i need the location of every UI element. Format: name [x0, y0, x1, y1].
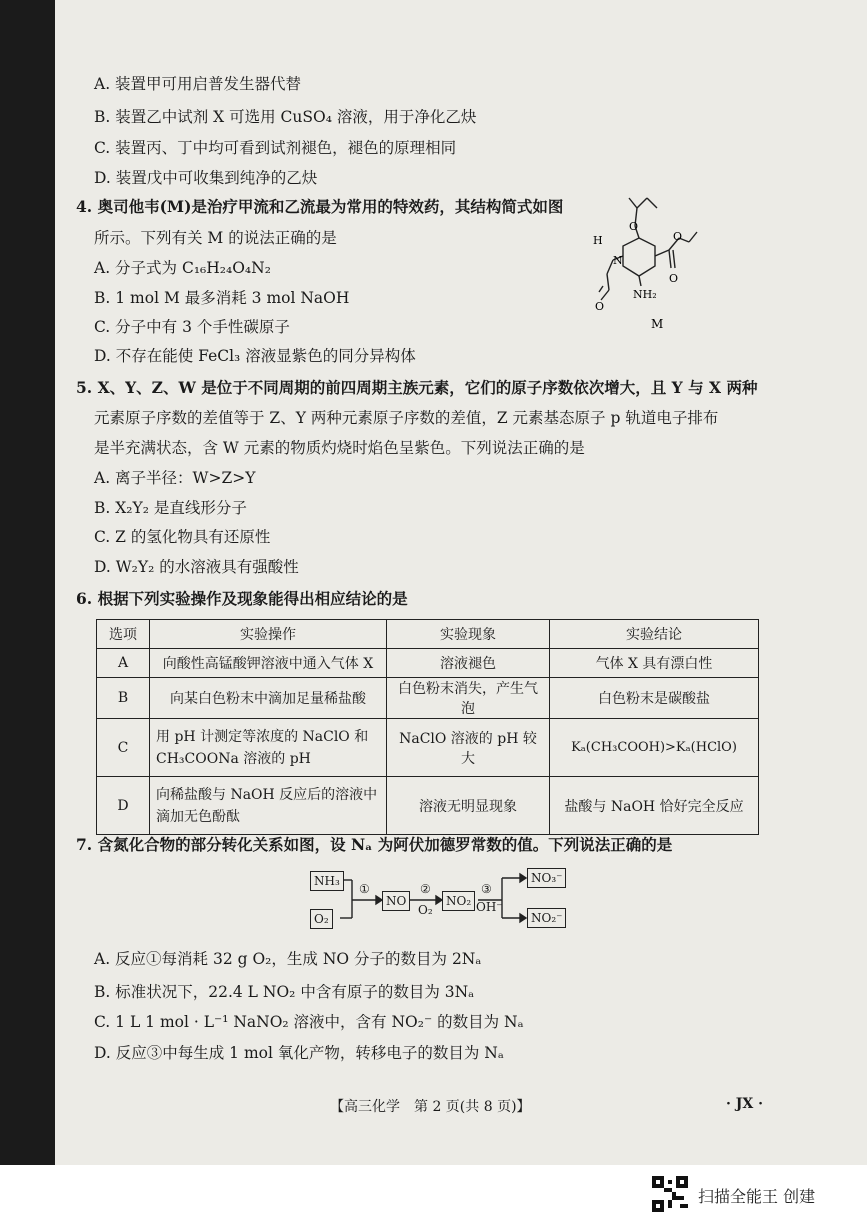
row-d-phenomenon: 溶液无明显现象 [387, 777, 550, 835]
q3-option-b: B. 装置乙中试剂 X 可选用 CuSO₄ 溶液，用于净化乙炔 [94, 108, 477, 126]
label-m: M [651, 317, 664, 331]
qr-code-icon [652, 1176, 688, 1212]
q4-option-a: A. 分子式为 C₁₆H₂₄O₄N₂ [94, 259, 271, 277]
q5-stem-line1: 5. X、Y、Z、W 是位于不同周期的前四周期主族元素，它们的原子序数依次增大，且 Y 与 X 两种 [76, 378, 758, 397]
row-c-phenomenon: NaClO 溶液的 pH 较大 [387, 719, 550, 777]
node-no: NO [382, 891, 410, 911]
step-2-label: ② [420, 882, 431, 896]
header-phenomenon: 实验现象 [387, 620, 550, 649]
label-o-amide: O [595, 300, 605, 313]
q4-stem-line1: 4. 奥司他韦(M)是治疗甲流和乙流最为常用的特效药，其结构简式如图 [76, 197, 564, 216]
label-o-ester: O [673, 230, 683, 243]
q7-option-d: D. 反应③中每生成 1 mol 氧化产物，转移电子的数目为 Nₐ [94, 1044, 504, 1062]
label-o-ether: O [629, 220, 639, 233]
q4-option-c: C. 分子中有 3 个手性碳原子 [94, 318, 290, 336]
row-b-operation: 向某白色粉末中滴加足量稀盐酸 [150, 678, 387, 719]
row-c-operation: 用 pH 计测定等浓度的 NaClO 和 CH₃COONa 溶液的 pH [150, 719, 387, 777]
header-option: 选项 [97, 620, 150, 649]
row-a-operation: 向酸性高锰酸钾溶液中通入气体 X [150, 649, 387, 678]
q6-table [96, 619, 759, 835]
scanner-watermark: 扫描全能王 创建 [698, 1187, 816, 1206]
row-d-option: D [97, 777, 150, 835]
q6-stem: 6. 根据下列实验操作及现象能得出相应结论的是 [76, 589, 408, 608]
q7-option-a: A. 反应①每消耗 32 g O₂，生成 NO 分子的数目为 2Nₐ [94, 950, 482, 968]
header-operation: 实验操作 [150, 620, 387, 649]
q5-stem-line2: 元素原子序数的差值等于 Z、Y 两种元素原子序数的差值，Z 元素基态原子 p 轨道电子排布 [94, 409, 719, 427]
q7-stem: 7. 含氮化合物的部分转化关系如图，设 Nₐ 为阿伏加德罗常数的值。下列说法正确的是 [76, 835, 673, 854]
node-no2: NO₂ [442, 891, 475, 911]
label-n: N [613, 254, 623, 267]
node-no3-minus: NO₃⁻ [527, 868, 566, 888]
table-row [97, 649, 759, 678]
row-a-phenomenon: 溶液褪色 [387, 649, 550, 678]
node-no2-minus: NO₂⁻ [527, 908, 566, 928]
q5-option-d: D. W₂Y₂ 的水溶液具有强酸性 [94, 558, 299, 576]
step-1-label: ① [359, 882, 370, 896]
row-c-conclusion: Kₐ(CH₃COOH)>Kₐ(HClO) [550, 719, 759, 777]
q5-stem-line3: 是半充满状态，含 W 元素的物质灼烧时焰色呈紫色。下列说法正确的是 [94, 439, 585, 457]
node-o2: O₂ [310, 909, 333, 929]
q5-option-c: C. Z 的氢化物具有还原性 [94, 528, 271, 546]
header-conclusion: 实验结论 [550, 620, 759, 649]
row-b-conclusion: 白色粉末是碳酸盐 [550, 678, 759, 719]
q4-stem-line2: 所示。下列有关 M 的说法正确的是 [94, 229, 337, 247]
table-row [97, 777, 759, 835]
q5-option-a: A. 离子半径：W>Z>Y [94, 469, 256, 487]
row-a-option: A [97, 649, 150, 678]
q5-option-b: B. X₂Y₂ 是直线形分子 [94, 499, 247, 517]
page-footer: 【高三化学 第 2 页(共 8 页)】 [330, 1099, 531, 1115]
table-row [97, 678, 759, 719]
row-d-conclusion: 盐酸与 NaOH 恰好完全反应 [550, 777, 759, 835]
row-a-conclusion: 气体 X 具有漂白性 [550, 649, 759, 678]
row-d-operation: 向稀盐酸与 NaOH 反应后的溶液中滴加无色酚酞 [150, 777, 387, 835]
node-nh3: NH₃ [310, 871, 344, 891]
q7-option-c: C. 1 L 1 mol · L⁻¹ NaNO₂ 溶液中，含有 NO₂⁻ 的数目为 Nₐ [94, 1013, 524, 1031]
step-2-reagent: O₂ [418, 903, 433, 917]
row-b-phenomenon: 白色粉末消失，产生气泡 [387, 678, 550, 719]
table-row [97, 719, 759, 777]
label-h: H [593, 234, 603, 247]
oseltamivir-structure [585, 190, 705, 340]
q3-option-c: C. 装置丙、丁中均可看到试剂褪色，褪色的原理相同 [94, 139, 457, 157]
footer-code: · JX · [726, 1096, 763, 1112]
step-3-reagent: OH⁻ [476, 900, 503, 914]
q3-option-a: A. 装置甲可用启普发生器代替 [94, 75, 302, 93]
label-nh2: NH₂ [633, 288, 657, 301]
q7-option-b: B. 标准状况下，22.4 L NO₂ 中含有原子的数目为 3Nₐ [94, 983, 475, 1001]
row-c-option: C [97, 719, 150, 777]
row-b-option: B [97, 678, 150, 719]
step-3-label: ③ [481, 882, 492, 896]
q3-option-d: D. 装置戊中可收集到纯净的乙炔 [94, 169, 318, 187]
q4-option-d: D. 不存在能使 FeCl₃ 溶液显紫色的同分异构体 [94, 347, 416, 365]
label-o-carbonyl: O [669, 272, 679, 285]
q4-option-b: B. 1 mol M 最多消耗 3 mol NaOH [94, 289, 350, 307]
